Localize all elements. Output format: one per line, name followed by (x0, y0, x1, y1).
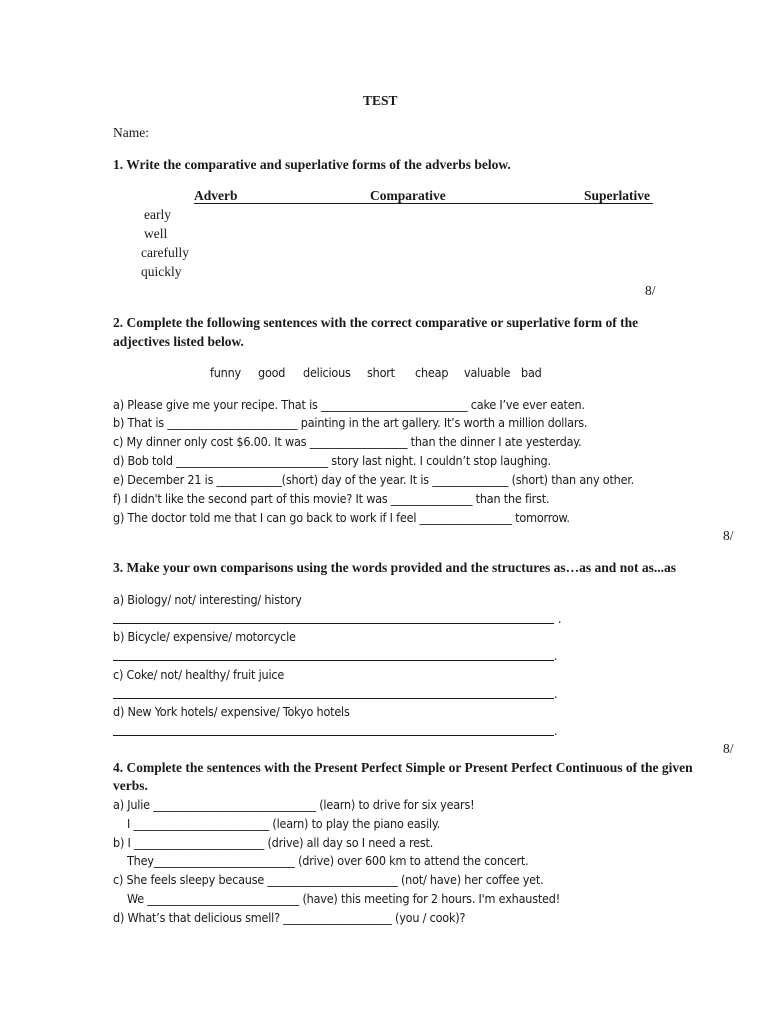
section-3-score: 8/ (723, 741, 734, 756)
exercise-c-line1: c) She feels sleepy because ________________________ (not/ have) her coffee yet. (113, 872, 544, 887)
word-funny: funny (210, 365, 241, 380)
header-superlative: Superlative (584, 188, 650, 203)
sentence-f: f) I didn't like the second part of this movie? It was _______________ than the first. (113, 491, 550, 506)
word-valuable: valuable (464, 365, 511, 380)
exercise-a-line1: a) Julie ______________________________ (learn) to drive for six years! (113, 797, 475, 812)
exercise-b-line1: b) I ________________________ (drive) all day so I need a rest. (113, 835, 434, 850)
sentence-b: b) That is ________________________ painting in the art gallery. It’s worth a million dollars. (113, 415, 588, 430)
answer-end-d: . (554, 723, 558, 738)
answer-line-d (113, 735, 554, 736)
adverb-carefully: carefully (141, 245, 189, 260)
sentence-e: e) December 21 is ____________(short) day of the year. It is ______________ (short) than any other. (113, 472, 634, 487)
word-bad: bad (521, 365, 542, 380)
answer-line-a (113, 623, 554, 624)
adverb-well: well (144, 226, 168, 241)
page-title: TEST (363, 93, 398, 108)
prompt-d: d) New York hotels/ expensive/ Tokyo hotels (113, 704, 350, 719)
name-label: Name: (113, 125, 149, 140)
answer-line-c (113, 698, 554, 699)
sentence-c: c) My dinner only cost $6.00. It was __________________ than the dinner I ate yesterday. (113, 434, 582, 449)
sentence-d: d) Bob told ____________________________ story last night. I couldn’t stop laughing. (113, 453, 551, 468)
answer-end-b: . (554, 648, 558, 663)
word-good: good (258, 365, 286, 380)
prompt-c: c) Coke/ not/ healthy/ fruit juice (113, 667, 285, 682)
exercise-c-line2: We ____________________________ (have) this meeting for 2 hours. I'm exhausted! (127, 891, 561, 906)
section-1-heading: 1. Write the comparative and superlative forms of the adverbs below. (113, 157, 511, 172)
word-delicious: delicious (303, 365, 351, 380)
header-adverb: Adverb (194, 188, 238, 203)
sentence-g: g) The doctor told me that I can go back to work if I feel _________________ tomorrow. (113, 510, 570, 525)
exercise-a-line2: I _________________________ (learn) to play the piano easily. (127, 816, 440, 831)
adverb-quickly: quickly (141, 264, 182, 279)
sentence-a: a) Please give me your recipe. That is ___________________________ cake I’ve ever eaten. (113, 397, 585, 412)
word-cheap: cheap (415, 365, 449, 380)
header-underline (194, 203, 653, 204)
section-3-heading: 3. Make your own comparisons using the words provided and the structures as…as and not as...as (113, 560, 676, 575)
section-2-heading-line1: 2. Complete the following sentences with the correct comparative or superlative form of the (113, 315, 639, 330)
section-4-heading-line1: 4. Complete the sentences with the Present Perfect Simple or Present Perfect Continuous of the given (113, 760, 693, 775)
prompt-b: b) Bicycle/ expensive/ motorcycle (113, 629, 296, 644)
section-2-heading-line2: adjectives listed below. (113, 334, 244, 349)
answer-end-a: . (558, 611, 562, 626)
header-comparative: Comparative (370, 188, 446, 203)
section-2-score: 8/ (723, 528, 734, 543)
adverb-early: early (144, 207, 171, 222)
exercise-d-line1: d) What’s that delicious smell? ____________________ (you / cook)? (113, 910, 466, 925)
section-4-heading-line2: verbs. (113, 778, 148, 793)
word-short: short (367, 365, 395, 380)
answer-end-c: . (554, 686, 558, 701)
prompt-a: a) Biology/ not/ interesting/ history (113, 592, 302, 607)
answer-line-b (113, 660, 554, 661)
exercise-b-line2: They__________________________ (drive) over 600 km to attend the concert. (127, 853, 529, 868)
section-1-score: 8/ (645, 283, 656, 298)
